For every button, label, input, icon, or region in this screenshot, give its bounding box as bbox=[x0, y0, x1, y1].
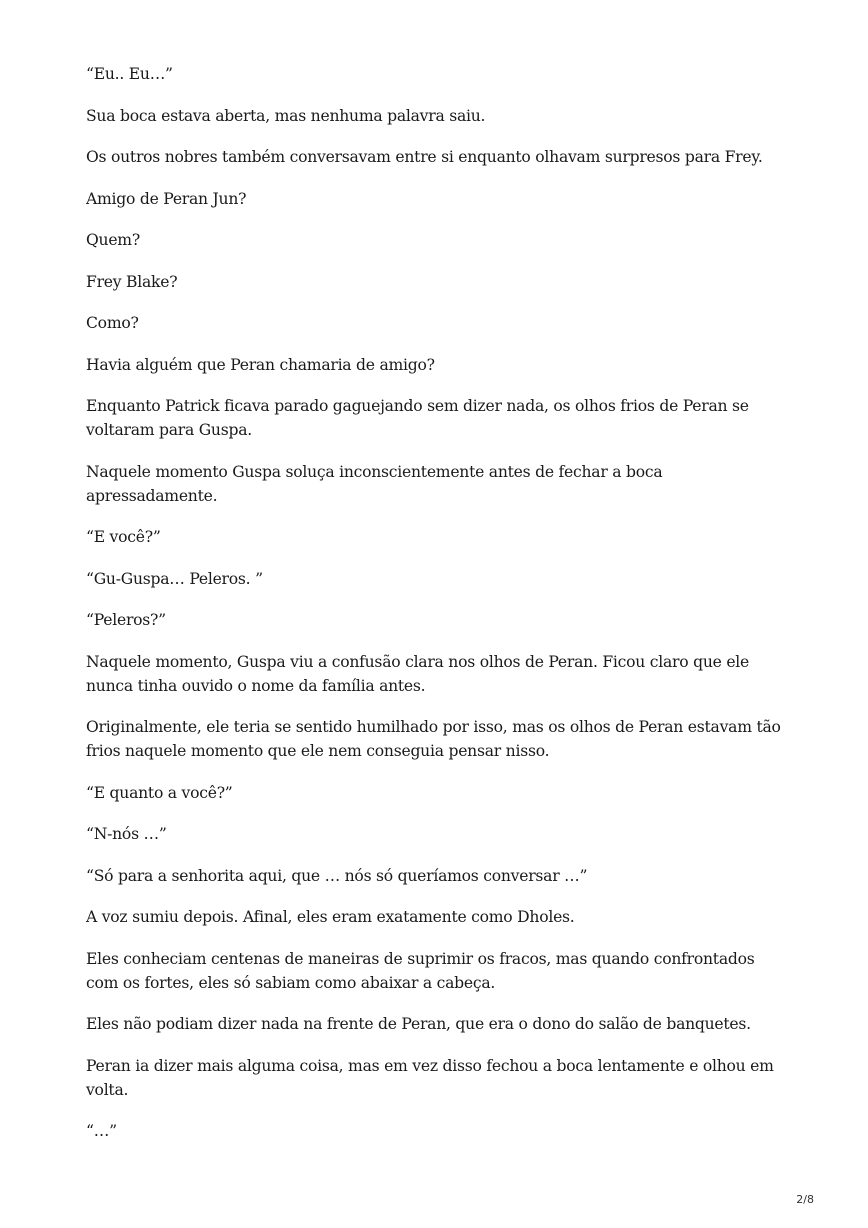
paragraph: Peran ia dizer mais alguma coisa, mas em vez disso fechou a boca lentamente e olhou em volta. bbox=[86, 1056, 774, 1099]
paragraph: “N-nós …” bbox=[86, 825, 167, 843]
paragraph: Frey Blake? bbox=[86, 272, 178, 291]
paragraph: Como? bbox=[86, 314, 139, 332]
paragraph: “Peleros?” bbox=[86, 611, 166, 629]
paragraph: “Eu.. Eu…” bbox=[86, 65, 173, 83]
paragraph: Enquanto Patrick ficava parado gaguejando sem dizer nada, os olhos frios de Peran se voltaram para Guspa. bbox=[86, 397, 749, 439]
paragraph: “E você?” bbox=[86, 528, 161, 546]
paragraph: A voz sumiu depois. Afinal, eles eram exatamente como Dholes. bbox=[86, 908, 575, 926]
paragraph: “E quanto a você?” bbox=[86, 783, 233, 802]
page-number: 2/8 bbox=[796, 1193, 814, 1206]
paragraph: Amigo de Peran Jun? bbox=[86, 189, 247, 208]
paragraph: Eles não podiam dizer nada na frente de Peran, que era o dono do salão de banquetes. bbox=[86, 1015, 751, 1033]
document-page bbox=[86, 62, 786, 1161]
paragraph: Havia alguém que Peran chamaria de amigo? bbox=[86, 355, 435, 374]
paragraph: Originalmente, ele teria se sentido humilhado por isso, mas os olhos de Peran estavam tão frios naquele momento que ele nem conseguia pensar nisso. bbox=[86, 718, 781, 760]
paragraph: “Gu-Guspa… Peleros. ” bbox=[86, 569, 263, 588]
paragraph: “Só para a senhorita aqui, que … nós só queríamos conversar …” bbox=[86, 866, 588, 885]
paragraph: Naquele momento Guspa soluça inconscientemente antes de fechar a boca apressadamente. bbox=[86, 462, 663, 505]
paragraph: Naquele momento, Guspa viu a confusão clara nos olhos de Peran. Ficou claro que ele nunca tinha ouvido o nome da família antes. bbox=[86, 652, 750, 695]
paragraph: “…” bbox=[86, 1122, 117, 1140]
paragraph: Eles conheciam centenas de maneiras de suprimir os fracos, mas quando confrontados com os fortes, eles só sabiam como abaixar a cabeça. bbox=[86, 949, 755, 992]
paragraph: Sua boca estava aberta, mas nenhuma palavra saiu. bbox=[86, 106, 486, 125]
paragraph: Os outros nobres também conversavam entre si enquanto olhavam surpresos para Frey. bbox=[86, 148, 763, 166]
paragraph: Quem? bbox=[86, 231, 140, 249]
